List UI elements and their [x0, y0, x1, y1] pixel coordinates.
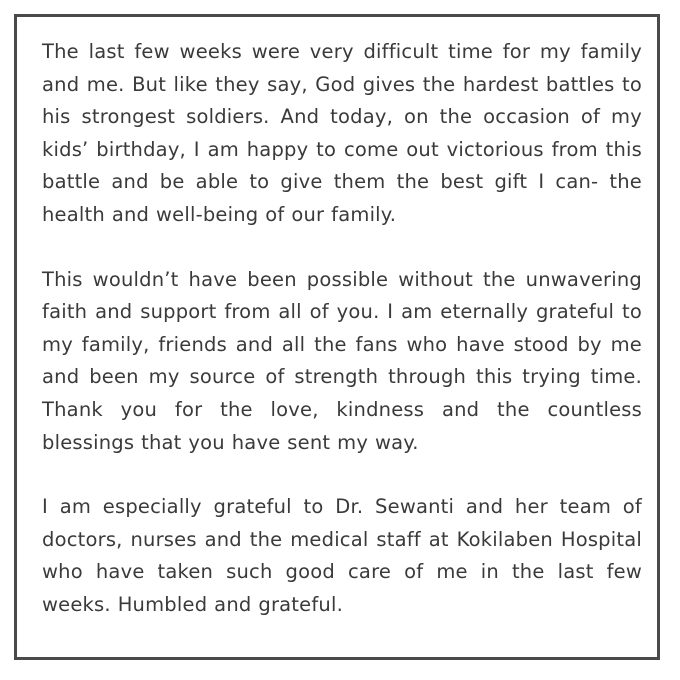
- statement-paragraph: This wouldn’t have been possible without the unwavering faith and support from all of you. I am eternally grateful to my family, friends and all the fans who have stood by me and been my source of strength through this trying time. Thank you for the love, kindness and the countless blessings that you have sent my way.: [42, 267, 642, 454]
- statement-paragraph: The last few weeks were very difficult time for my family and me. But like they say, God gives the hardest battles to his strongest soldiers. And today, on the occasion of my kids’ birthday, I am happy to come out victorious from this battle and be able to give them the best gift I can- the health and well-being of our family.: [42, 40, 642, 226]
- statement-paragraph: I am especially grateful to Dr. Sewanti and her team of doctors, nurses and the medical staff at Kokilaben Hospital who have taken such good care of me in the last few weeks. Humbled and grateful.: [42, 495, 642, 616]
- statement-body: [42, 36, 642, 622]
